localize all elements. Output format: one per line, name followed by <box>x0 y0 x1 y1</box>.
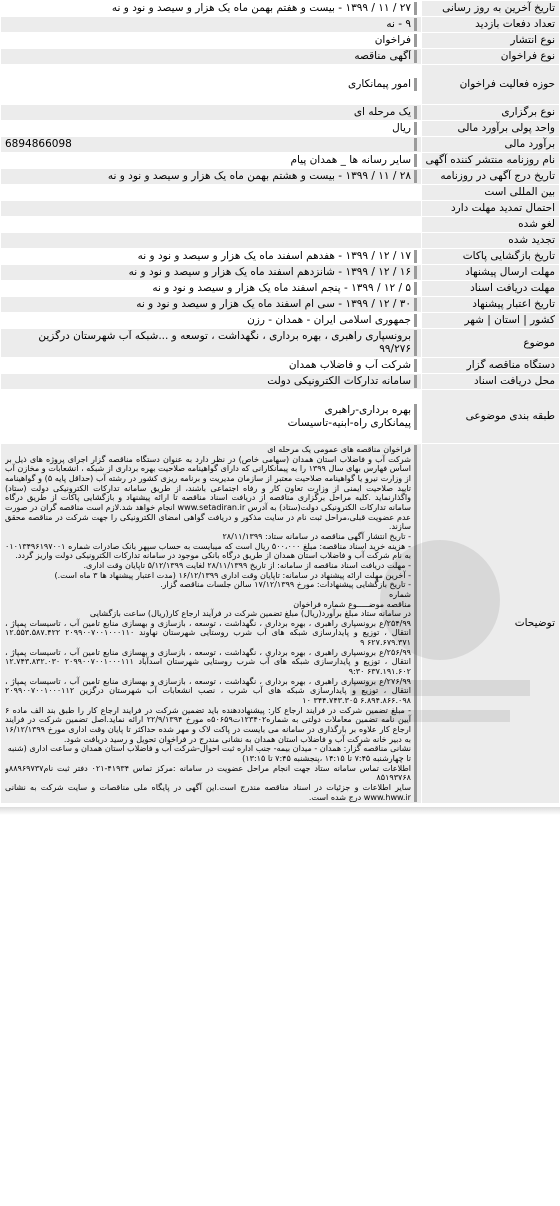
row-value <box>1 358 422 374</box>
row-value-text: ۳۰ / ۱۲ / ۱۳۹۹ - سی ام اسفند ماه یک هزار و سیصد و نود و نه <box>5 298 417 311</box>
row-label: تاریخ آخرین به روز رسانی <box>422 1 560 17</box>
row-value-text: ۹ - نه <box>5 18 417 31</box>
info-row-12 <box>1 217 560 233</box>
row-value <box>1 313 422 329</box>
page-bottom-divider <box>0 807 560 815</box>
row-label: مهلت دریافت اسناد <box>422 281 560 297</box>
row-value <box>1 65 422 105</box>
row-value-text: ریال <box>5 122 417 135</box>
row-value <box>1 105 422 121</box>
details-paragraph: در سامانه ستاد مبلغ برآورد(ریال) مبلغ تضمین شرکت در فرآیند ارجاع کار(ریال) ساعت بازگشایی <box>89 609 411 619</box>
row-value <box>1 153 422 169</box>
row-label: واحد پولی برآورد مالی <box>422 121 560 137</box>
info-row-0 <box>1 1 560 17</box>
info-row-category <box>1 390 560 444</box>
row-value-text: فراخوان <box>5 34 417 47</box>
row-label: محل دریافت اسناد <box>422 374 560 390</box>
row-value-text: ۱۷ / ۱۲ / ۱۳۹۹ - هفدهم اسفند ماه یک هزار و سیصد و نود و نه <box>5 250 417 263</box>
row-label: تعداد دفعات بازدید <box>422 17 560 33</box>
row-value-text: شرکت آب و فاضلاب همدان <box>5 359 417 372</box>
info-row-9 <box>1 169 560 185</box>
info-row-14 <box>1 249 560 265</box>
details-paragraph: اطلاعات تماس سامانه ستاد جهت انجام مراحل عضویت در سامانه :مرکز تماس ۴۱۹۳۴-۰۲۱ دفتر ثبت نام۸۸۹۶۹۷۳۷و ۸۵۱۹۳۷۶۸ <box>5 763 412 783</box>
info-row-6 <box>1 121 560 137</box>
row-label: مهلت ارسال پیشنهاد <box>422 265 560 281</box>
details-paragraph: شرکت آب و فاضلاب استان همدان (سهامی خاص) در نظر دارد به عنوان دستگاه مناقصه گزار اجرای پروژه های ذیل بر اساس فهارس بهای سال ۱۳۹۹ را به پیمانکارانی که دارای گواهینامه صلاحیت بهره برداری از شبکه ، انشعابات و مخازن آب از وزارت نیرو یا گواهینامه صلاحیت معتبر از سازمان مدیریت و برنامه ریزی کشور در رشته آب (حداقل پایه ۵) و گواهینامه تایید صلاحیت ایمنی از وزارت تعاون کار و رفاه اجتماعی باشند، از طریق سامانه تدارکات الکترونیکی دولت (ستاد) واگذارنماید .کلیه مراحل برگزاری مناقصه از دریافت اسناد مناقصه تا ارائه پیشنهاد و بازگشایی پاکات از طریق درگاه سامانه تدارکات الکترونیکی دولت(ستاد) به آدرس www.setadiran.ir انجام خواهد شد.لازم است مناقصه گران در صورت عدم عضویت قبلی،مراحل ثبت نام در سایت مذکور و دریافت گواهی امضای الکترونیکی را جهت شرکت در مناقصه محقق سازند. <box>5 454 411 532</box>
details-paragraph: تا چهارشنبه ۷:۴۵ تا ۱۴:۱۵ ،پنجشنبه ۷:۴۵ تا ۱۳:۱۵) <box>242 754 411 763</box>
row-label: بین المللی است <box>422 185 560 201</box>
details-text <box>5 445 417 802</box>
details-paragraph: نشانی مناقصه گزار: همدان - میدان بیمه- جنب اداره ثبت احوال-شرکت آب و فاضلاب استان همدان و ساعت اداری (شنبه <box>7 744 411 754</box>
row-value-text: آگهی مناقصه <box>5 50 417 63</box>
details-paragraph: - آخرین مهلت ارائه پیشنهاد در سامانه: تاپایان وقت اداری ۱۶/۱۲/۱۳۹۹ (مدت اعتبار پیشنهاد ها ۳ ماه است.) <box>54 570 411 580</box>
info-row-19 <box>1 329 560 358</box>
row-label: تجدید شده <box>422 233 560 249</box>
row-value-text: برونسپاری راهبری ، بهره برداری ، نگهداشت ، توسعه و ...شبکه آب شهرستان درگزین ۹۹/۲۷۶ <box>5 330 417 356</box>
details-paragraph: ۲۵۶/۹۹/ع برونسپاری راهبری ، بهره برداری ، نگهداشت ، توسعه ، بازسازی و بهسازی منابع تامین آب ، تاسیسات پمپاژ ، انتقال ، توزیع و پایدارسازی شبکه های آب شرب روستایی شهرستان اسدآباد ۲۰۹۹۰۰۷۰۰۱۰۰۰۱۱۱ ۱۲.۷۴۳.۸۳۲.۰۳۰ ۶۳۷.۱۹۱.۶۰۲ ۹:۳۰ <box>5 647 411 677</box>
details-paragraph: فراخوان مناقصه های عمومی یک مرحله ای <box>267 445 411 454</box>
row-label: تاریخ درج آگهی در روزنامه <box>422 169 560 185</box>
row-value <box>1 1 422 17</box>
row-value <box>1 137 422 153</box>
info-row-13 <box>1 233 560 249</box>
row-value <box>1 217 422 233</box>
row-label: نوع انتشار <box>422 33 560 49</box>
info-row-8 <box>1 153 560 169</box>
category-lines <box>5 404 417 430</box>
info-row-3 <box>1 49 560 65</box>
row-value-text: سایر رسانه ها _ همدان پیام <box>5 154 417 167</box>
row-value-text: جمهوری اسلامی ایران - همدان - رزن <box>5 314 417 327</box>
info-row-15 <box>1 265 560 281</box>
row-value <box>1 169 422 185</box>
row-label: لغو شده <box>422 217 560 233</box>
details-paragraph: - هزینه خرید اسناد مناقصه: مبلغ ۵۰۰،۰۰۰ ریال است که میبایست به حساب سپهر بانک صادرات شماره ۰۱۰۱۳۴۹۶۱۹۷۰۰۱ به نام شرکت آب و فاضلاب استان همدان از طریق درگاه بانکی موجود در سامانه تدارکات الکترونیکی دولت واریز گردد. <box>5 541 411 561</box>
info-row-1 <box>1 17 560 33</box>
row-label: نوع فراخوان <box>422 49 560 65</box>
info-row-11 <box>1 201 560 217</box>
row-value <box>1 233 422 249</box>
row-value-text: یک مرحله ای <box>5 106 417 119</box>
details-paragraph: سایر اطلاعات و جزئیات در اسناد مناقصه مندرج است.این آگهی در پایگاه ملی مناقصات و سایت شرکت به نشانی www.hww.ir درج شده است. <box>5 782 411 802</box>
row-label: دستگاه مناقصه گزار <box>422 358 560 374</box>
row-value-text: سامانه تدارکات الکترونیکی دولت <box>5 375 417 388</box>
details-paragraph: - مبلغ تضمین شرکت در فرایند ارجاع کار: پیشنهاددهنده باید تضمین شرکت در فرایند ارجاع کار را طبق بند الف ماده ۶ آیین نامه تضمین معاملات دولتی به شماره۱۲۳۴۰۲ت۵۰۶۵۹ه مورخ ۲۲/۹/۱۳۹۴ ارائه نماید.اصل تضمین شرکت در فرایند ارجاع کار علاوه بر بارگذاری در سامانه می بایست در پاکت لاک و مهر شده حداکثر تا پایان وقت اداری مورخ ۱۶/۱۲/۱۳۹۹ به دبیر خانه شرکت آب و فاضلاب استان همدان به نشانی مندرج در فراخوان تحویل و رسید دریافت شود. <box>5 705 411 744</box>
row-value-text: ۱۶ / ۱۲ / ۱۳۹۹ - شانزدهم اسفند ماه یک هزار و سیصد و نود و نه <box>5 266 417 279</box>
row-value <box>1 17 422 33</box>
category-line: بهره برداری-راهبری <box>324 403 411 416</box>
info-row-5 <box>1 105 560 121</box>
row-label: حوزه فعالیت فراخوان <box>422 65 560 105</box>
info-row-4 <box>1 65 560 105</box>
row-label: کشور | استان | شهر <box>422 313 560 329</box>
row-value <box>1 265 422 281</box>
row-value <box>1 444 422 804</box>
row-value <box>1 281 422 297</box>
row-label: برآورد مالی <box>422 137 560 153</box>
category-line: پیمانکاری راه-ابنیه-تاسیسات <box>287 416 411 429</box>
info-row-16 <box>1 281 560 297</box>
row-label: احتمال تمدید مهلت دارد <box>422 201 560 217</box>
row-value-text: ۲۷ / ۱۱ / ۱۳۹۹ - بیست و هفتم بهمن ماه یک هزار و سیصد و نود و نه <box>5 2 417 15</box>
row-label: نام روزنامه منتشر کننده آگهی <box>422 153 560 169</box>
info-row-21 <box>1 374 560 390</box>
row-value <box>1 390 422 444</box>
row-value <box>1 121 422 137</box>
row-value <box>1 33 422 49</box>
row-label: موضوع <box>422 329 560 358</box>
info-row-details <box>1 444 560 804</box>
info-row-7 <box>1 137 560 153</box>
row-value-text: امور پیمانکاری <box>5 78 417 91</box>
row-value <box>1 374 422 390</box>
info-row-10 <box>1 185 560 201</box>
row-value <box>1 185 422 201</box>
row-value <box>1 249 422 265</box>
row-label: نوع برگزاری <box>422 105 560 121</box>
details-paragraph: مناقصه موضـــــوع شماره فراخوان <box>293 599 411 609</box>
row-label: طبقه بندی موضوعی <box>422 390 560 444</box>
row-label: توضیحات <box>422 444 560 804</box>
row-value <box>1 201 422 217</box>
row-value-text: ۵ / ۱۲ / ۱۳۹۹ - پنجم اسفند ماه یک هزار و سیصد و نود و نه <box>5 282 417 295</box>
details-paragraph: شماره <box>389 589 411 599</box>
details-paragraph: ۲۵۴/۹۹/ع برونسپاری راهبری ، بهره برداری ، نگهداشت ، توسعه ، بازسازی و بهسازی منابع تامین آب ، تاسیسات پمپاژ ، انتقال ، توزیع و پایدارسازی شبکه های آب شرب روستایی شهرستان نهاوند ۲۰۹۹۰۰۷۰۰۱۰۰۰۱۱۰ ۱۲.۵۵۳.۵۸۷.۴۲۲ ۶۲۷.۶۷۹.۳۷۱ ۹ <box>5 618 412 648</box>
details-paragraph: - مهلت دریافت اسناد مناقصه از سامانه: از تاریخ ۲۸/۱۱/۱۳۹۹ لغایت ۵/۱۲/۱۳۹۹ تاپایان وقت اداری. <box>83 560 411 570</box>
row-value <box>1 329 422 358</box>
row-label: تاریخ بازگشایی پاکات <box>422 249 560 265</box>
info-row-2 <box>1 33 560 49</box>
details-paragraph: - تاریخ بازگشایی پیشنهادات: مورخ ۱۷/۱۲/۱۳۹۹ سالن جلسات مناقصه گزار. <box>160 580 411 590</box>
details-paragraph: - تاریخ انتشار آگهی مناقصه در سامانه ستاد: ۲۸/۱۱/۱۳۹۹ <box>222 531 411 541</box>
info-row-20 <box>1 358 560 374</box>
row-value <box>1 297 422 313</box>
details-paragraph: ۲۷۶/۹۹/ع برونسپاری راهبری ، بهره برداری ، نگهداشت ، توسعه ، بازسازی و بهسازی منابع تامین آب ، تاسیسات پمپاژ ، انتقال ، توزیع و پایدارسازی شبکه های آب شرب ، نصب انشعابات آب شهرستان درگزین ۲۰۹۹۰۰۷۰۰۱۰۰۰۱۱۲ ۶.۸۹۴.۸۶۶.۰۹۸ ۳۴۴.۷۴۳.۳۰۵ ۱۰ <box>5 676 411 706</box>
row-value-text: ۲۸ / ۱۱ / ۱۳۹۹ - بیست و هشتم بهمن ماه یک هزار و سیصد و نود و نه <box>5 170 417 183</box>
row-value-text: 6894866098 <box>5 138 417 151</box>
info-row-17 <box>1 297 560 313</box>
info-row-18 <box>1 313 560 329</box>
row-value <box>1 49 422 65</box>
row-label: تاریخ اعتبار پیشنهاد <box>422 297 560 313</box>
